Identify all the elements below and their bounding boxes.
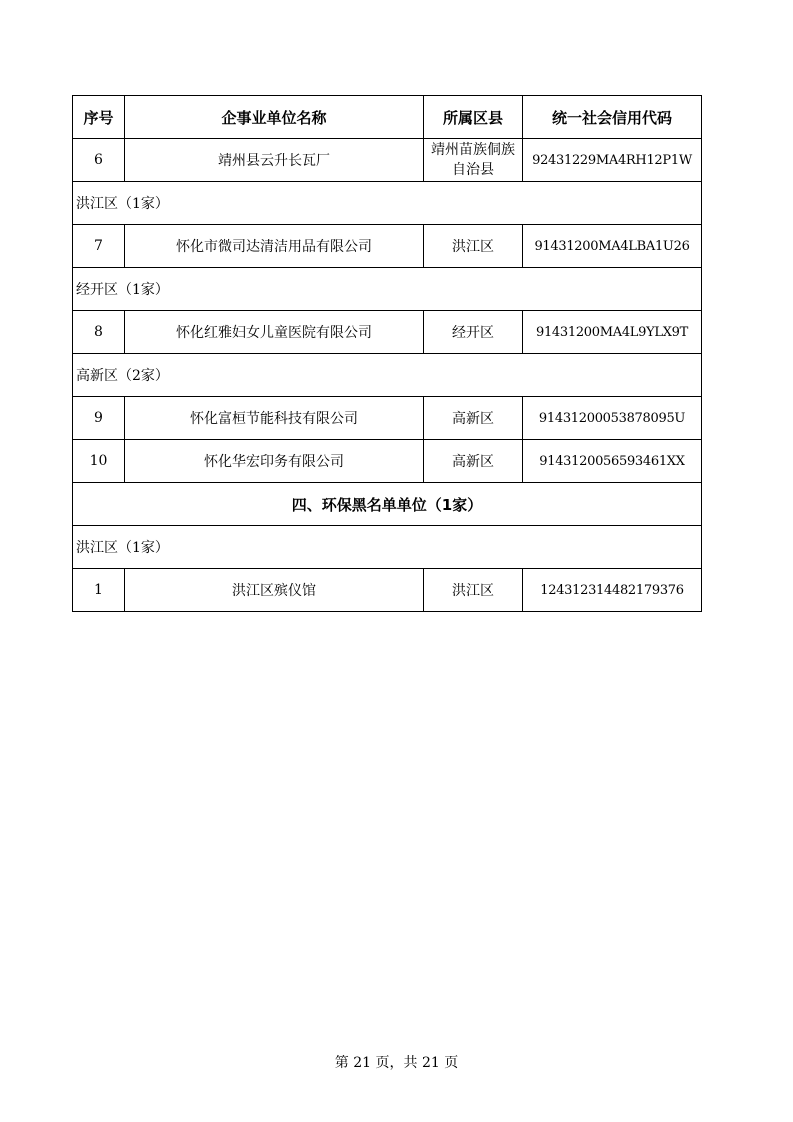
table-row [73,569,702,612]
row-index: 10 [73,440,125,483]
group-label: 经开区（1家） [73,268,702,311]
row-name: 靖州县云升长瓦厂 [125,139,424,182]
page-footer: 第 21 页，共 21 页 [334,1055,459,1071]
section-row [73,483,702,526]
row-name: 怀化富桓节能科技有限公司 [125,397,424,440]
group-label: 洪江区（1家） [73,182,702,225]
group-row [73,268,702,311]
row-code: 91431200MA4L9YLX9T [523,311,702,354]
table-row [73,225,702,268]
row-code: 91431200053878095U [523,397,702,440]
group-label: 洪江区（1家） [73,526,702,569]
row-name: 怀化市微司达清洁用品有限公司 [125,225,424,268]
table-header-row [73,96,702,139]
row-index: 9 [73,397,125,440]
row-name: 怀化华宏印务有限公司 [125,440,424,483]
row-district: 靖州苗族侗族自治县 [424,139,523,182]
header-code: 统一社会信用代码 [523,96,702,139]
table-row [73,397,702,440]
header-index: 序号 [73,96,125,139]
row-index: 7 [73,225,125,268]
group-row [73,182,702,225]
row-index: 8 [73,311,125,354]
row-code: 124312314482179376 [523,569,702,612]
row-district: 洪江区 [424,569,523,612]
group-row [73,354,702,397]
row-name: 洪江区殡仪馆 [125,569,424,612]
row-district: 洪江区 [424,225,523,268]
row-index: 1 [73,569,125,612]
header-district: 所属区县 [424,96,523,139]
row-district: 经开区 [424,311,523,354]
group-row [73,526,702,569]
row-code: 92431229MA4RH12P1W [523,139,702,182]
section-title: 四、环保黑名单单位（1家） [73,483,702,526]
row-code: 91431200MA4LBA1U26 [523,225,702,268]
row-name: 怀化红雅妇女儿童医院有限公司 [125,311,424,354]
table-row [73,311,702,354]
table-row [73,440,702,483]
row-district: 高新区 [424,440,523,483]
table-row [73,139,702,182]
header-name: 企事业单位名称 [125,96,424,139]
row-index: 6 [73,139,125,182]
row-district: 高新区 [424,397,523,440]
group-label: 高新区（2家） [73,354,702,397]
enterprise-table [72,95,702,612]
row-code: 9143120056593461XX [523,440,702,483]
